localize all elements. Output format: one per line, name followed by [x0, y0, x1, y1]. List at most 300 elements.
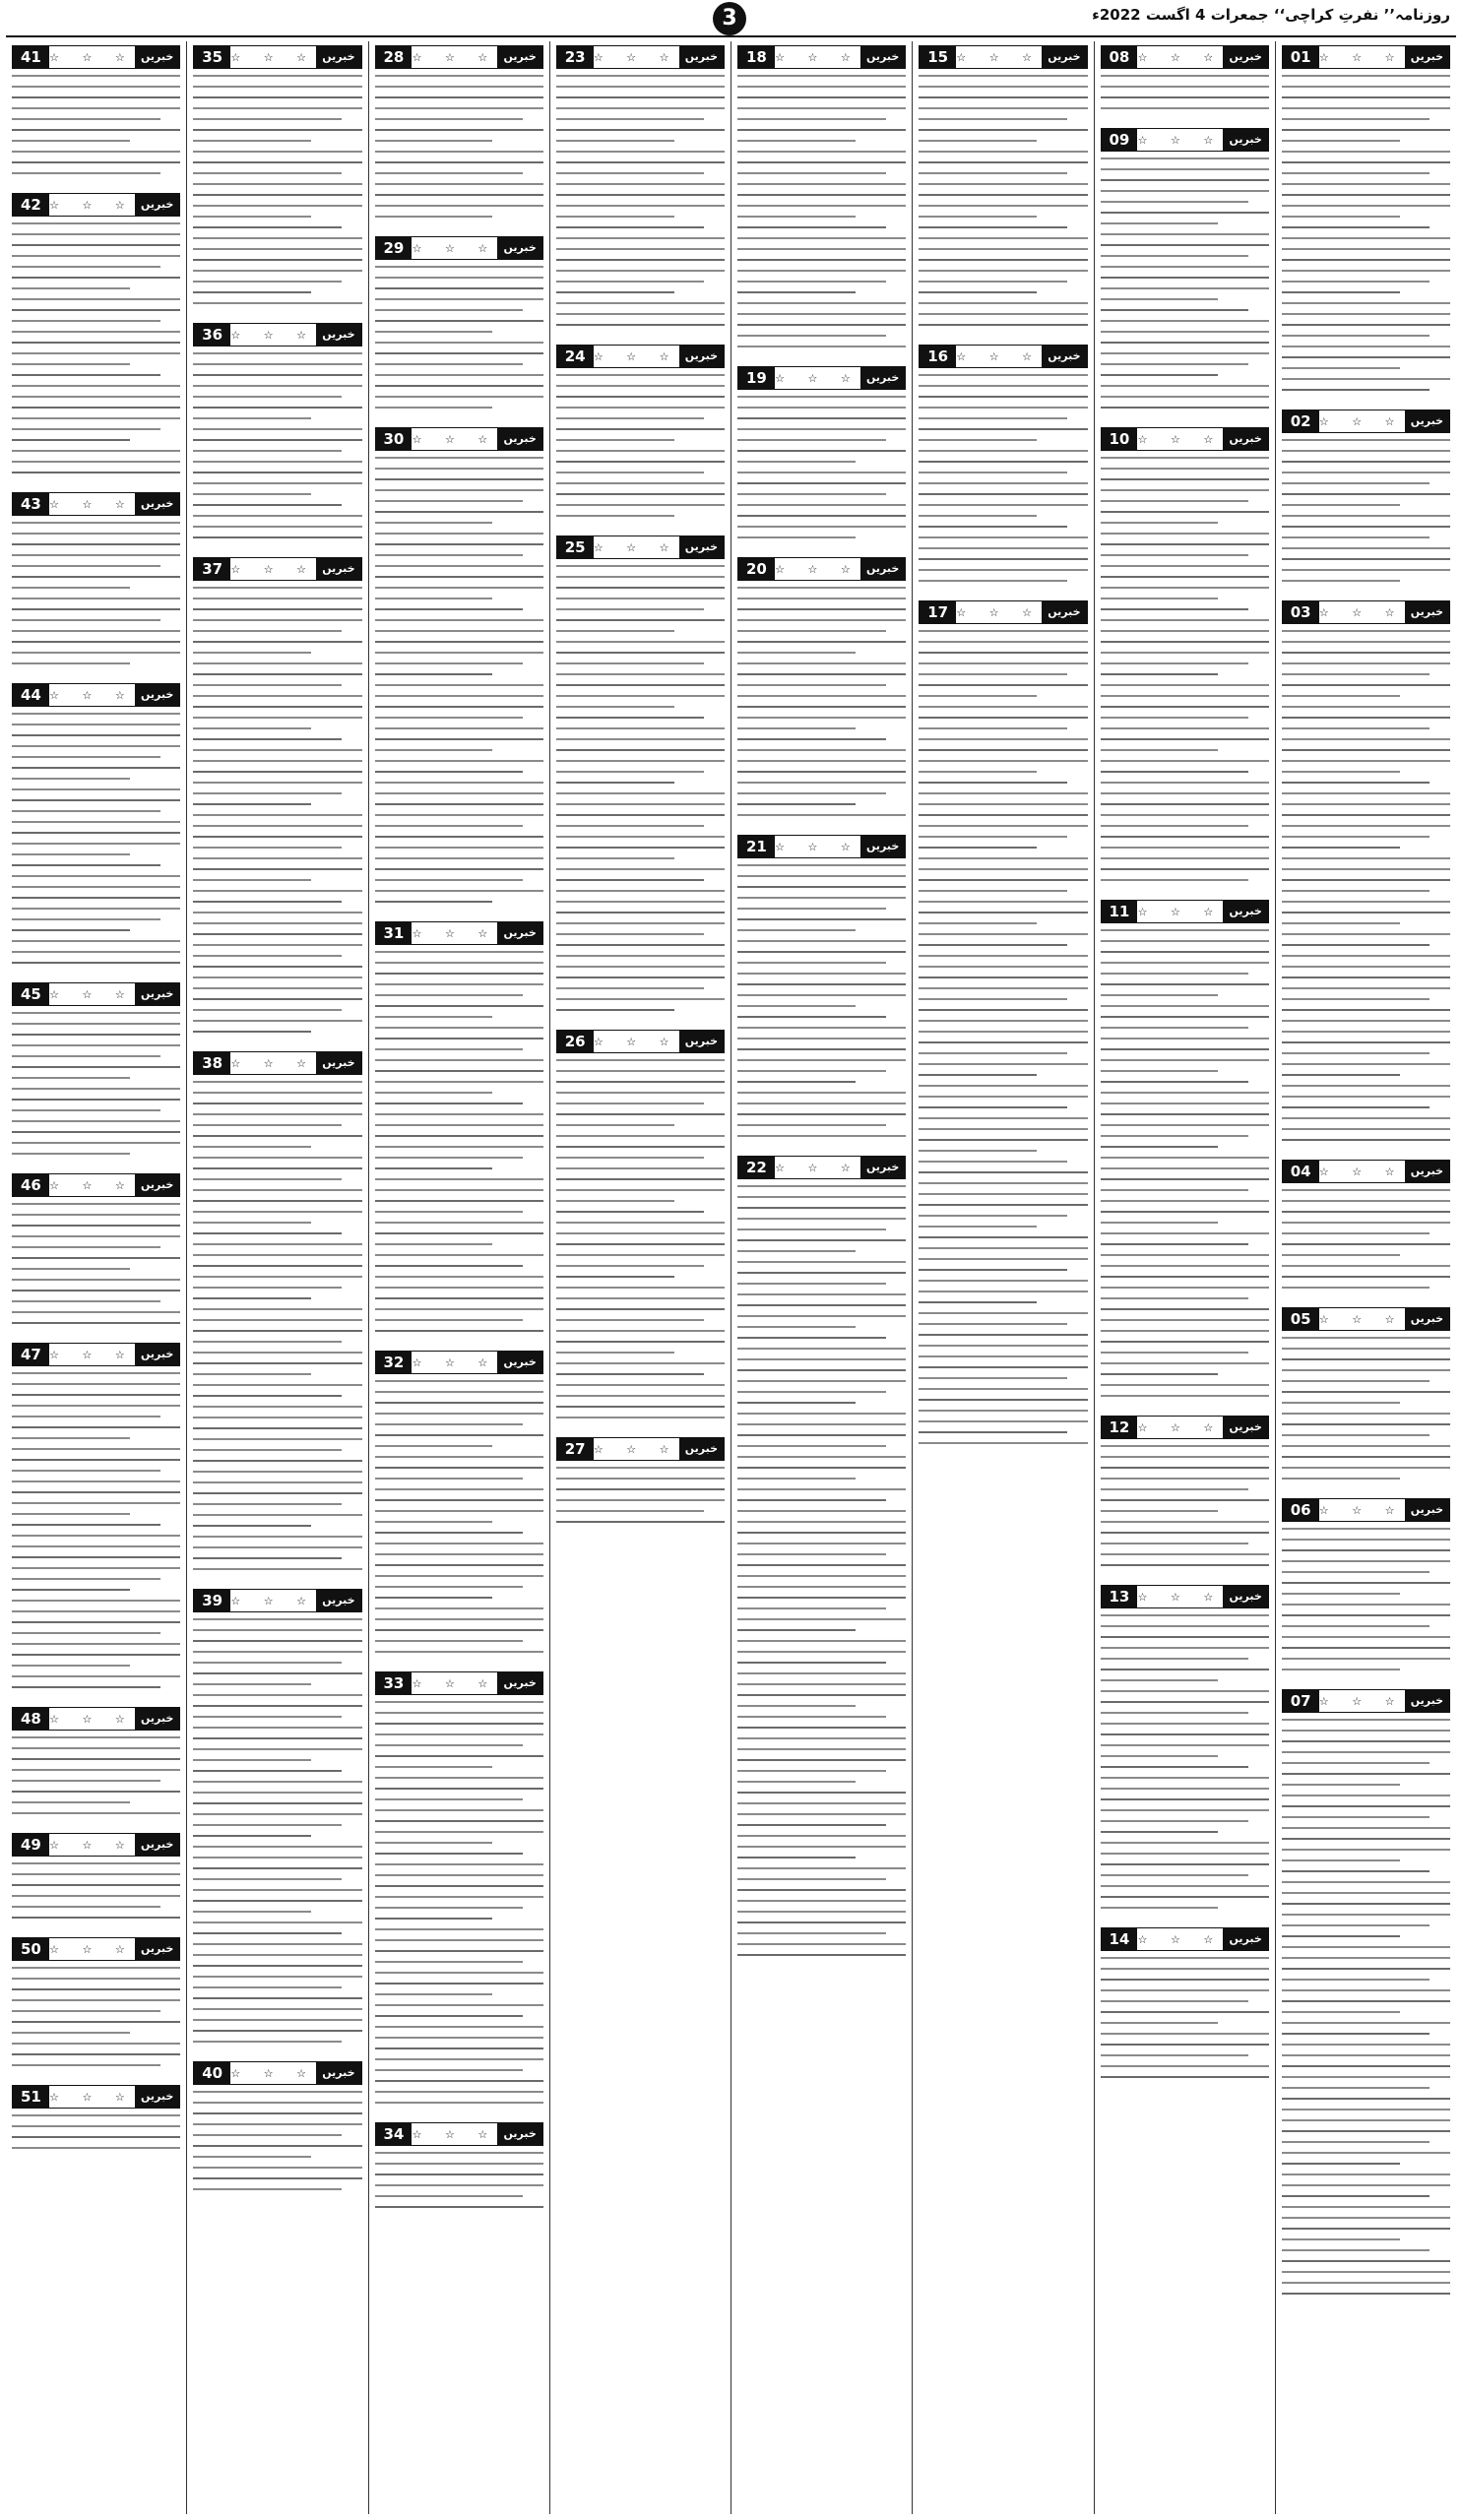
news-item	[193, 1051, 361, 1579]
text-line	[375, 1766, 493, 1768]
news-item-body-text	[12, 713, 180, 973]
text-line	[1282, 558, 1450, 560]
news-item-label: خبریں	[1042, 46, 1086, 68]
text-line	[919, 407, 1087, 409]
star-divider-icon: ☆ ☆ ☆	[956, 50, 1042, 64]
news-item-header	[1101, 427, 1269, 451]
text-line	[193, 955, 342, 957]
text-line	[1282, 717, 1450, 719]
text-line	[919, 803, 1087, 805]
text-line	[375, 1972, 543, 1974]
text-line	[737, 1835, 906, 1837]
star-divider-icon: ☆ ☆ ☆	[412, 2127, 498, 2141]
text-line	[737, 313, 906, 315]
text-line	[1282, 1096, 1450, 1098]
text-line	[375, 1651, 543, 1653]
news-item-label: خبریں	[135, 983, 179, 1005]
text-line	[375, 1798, 524, 1800]
text-line	[919, 461, 1087, 463]
text-line	[12, 407, 180, 409]
text-line	[375, 662, 524, 664]
news-item	[1282, 45, 1450, 400]
text-line	[1282, 2065, 1450, 2067]
text-line	[375, 183, 543, 185]
text-line	[556, 1243, 725, 1245]
text-line	[1101, 75, 1269, 77]
text-line	[193, 1802, 361, 1804]
news-item-label: خبریں	[316, 1590, 360, 1611]
news-item-header	[12, 683, 180, 707]
text-line	[737, 324, 906, 326]
text-line	[12, 875, 180, 877]
text-line	[1282, 1402, 1400, 1404]
text-line	[1101, 1178, 1269, 1180]
text-line	[375, 727, 543, 729]
news-item	[12, 1707, 180, 1823]
text-line	[1282, 302, 1450, 304]
text-line	[737, 302, 906, 304]
text-line	[375, 951, 543, 953]
news-item-body-text	[737, 396, 906, 547]
text-line	[375, 1532, 524, 1534]
star-divider-icon: ☆ ☆ ☆	[1137, 50, 1224, 64]
text-line	[737, 1423, 906, 1425]
text-line	[556, 684, 725, 686]
text-line	[1282, 1478, 1400, 1480]
text-line	[1101, 1456, 1269, 1458]
news-item-number: 04	[1283, 1161, 1319, 1182]
text-line	[919, 749, 1087, 751]
text-line	[193, 1900, 361, 1902]
text-line	[919, 140, 1037, 142]
text-line	[919, 417, 1067, 419]
text-line	[1282, 641, 1450, 643]
text-line	[556, 1200, 674, 1202]
text-line	[556, 313, 725, 315]
text-line	[1101, 533, 1269, 535]
text-line	[1282, 1222, 1450, 1224]
text-line	[193, 792, 342, 794]
text-line	[193, 385, 361, 387]
news-item-body-text	[1282, 75, 1450, 400]
text-line	[375, 533, 543, 535]
text-line	[193, 738, 342, 740]
text-line	[193, 1167, 361, 1169]
text-line	[375, 457, 543, 459]
text-line	[737, 1922, 906, 1923]
text-line	[1282, 1348, 1450, 1350]
star-divider-icon: ☆ ☆ ☆	[230, 328, 316, 342]
text-line	[1101, 1081, 1249, 1083]
text-line	[193, 183, 361, 185]
news-item-number: 44	[13, 684, 49, 706]
text-line	[193, 1911, 311, 1913]
text-line	[193, 803, 311, 805]
text-line	[12, 417, 180, 419]
text-line	[375, 1755, 543, 1757]
text-line	[1282, 1762, 1430, 1764]
text-line	[1101, 1265, 1269, 1267]
text-line	[375, 1809, 543, 1811]
text-line	[12, 1437, 130, 1439]
text-line	[1282, 1968, 1450, 1970]
text-line	[375, 407, 493, 409]
text-line	[193, 417, 311, 419]
news-item-label: خبریں	[1223, 901, 1267, 922]
text-line	[375, 2102, 543, 2104]
text-line	[1101, 1038, 1269, 1040]
news-item-number: 30	[376, 428, 413, 450]
text-line	[1101, 2076, 1269, 2078]
news-item	[375, 921, 543, 1341]
text-line	[737, 1048, 906, 1050]
text-line	[737, 1672, 906, 1674]
text-line	[375, 576, 543, 578]
news-item-body-text	[12, 2114, 180, 2158]
text-line	[1282, 378, 1450, 380]
text-line	[1101, 983, 1269, 985]
text-line	[193, 472, 361, 473]
text-line	[12, 298, 180, 300]
star-divider-icon: ☆ ☆ ☆	[230, 562, 316, 576]
text-line	[1282, 857, 1450, 859]
text-line	[1101, 158, 1269, 159]
news-item	[375, 2122, 543, 2217]
text-line	[737, 717, 906, 719]
news-item-header	[1282, 1307, 1450, 1331]
text-line	[375, 1510, 543, 1512]
text-line	[12, 598, 180, 599]
star-divider-icon: ☆ ☆ ☆	[1318, 1694, 1405, 1708]
text-line	[193, 493, 311, 495]
news-item-label: خبریں	[497, 237, 541, 259]
text-line	[556, 1467, 725, 1469]
text-line	[919, 259, 1087, 261]
text-line	[1101, 717, 1249, 719]
text-line	[556, 912, 725, 914]
news-item-header	[12, 1173, 180, 1197]
text-line	[193, 1460, 361, 1462]
text-line	[193, 825, 361, 827]
text-line	[375, 2037, 543, 2039]
text-line	[919, 1204, 1087, 1206]
text-line	[556, 976, 725, 978]
news-item-label: خبریں	[679, 536, 724, 558]
text-line	[193, 912, 361, 914]
text-line	[193, 630, 342, 632]
text-line	[375, 363, 524, 365]
text-line	[1101, 749, 1219, 751]
text-line	[1101, 706, 1269, 708]
star-divider-icon: ☆ ☆ ☆	[230, 1594, 316, 1607]
news-item	[556, 345, 725, 526]
news-item-body-text	[737, 75, 906, 356]
text-line	[556, 1135, 725, 1137]
text-line	[12, 352, 180, 354]
news-item-body-text	[919, 374, 1087, 591]
text-line	[737, 897, 906, 899]
text-line	[737, 417, 906, 419]
text-line	[1282, 2076, 1450, 2078]
text-line	[375, 1478, 524, 1480]
text-line	[1101, 1957, 1269, 1959]
text-line	[1282, 1924, 1430, 1926]
text-line	[1101, 1092, 1269, 1094]
text-line	[375, 1027, 543, 1029]
text-line	[375, 194, 543, 196]
text-line	[193, 1986, 342, 1988]
text-line	[1282, 515, 1450, 517]
text-line	[12, 472, 180, 473]
text-line	[737, 1005, 856, 1007]
text-line	[12, 745, 180, 747]
text-line	[556, 194, 725, 196]
text-line	[1282, 890, 1430, 892]
news-column	[368, 41, 549, 2514]
news-item-header	[556, 1437, 725, 1461]
news-item	[12, 1173, 180, 1333]
text-line	[556, 847, 725, 849]
text-line	[737, 1878, 886, 1880]
text-line	[375, 1276, 543, 1278]
news-item-header	[375, 2122, 543, 2146]
text-line	[193, 1813, 361, 1815]
text-line	[556, 901, 725, 903]
text-line	[1101, 96, 1269, 98]
text-line	[1282, 118, 1430, 120]
text-line	[556, 1178, 725, 1180]
text-line	[556, 1081, 725, 1083]
text-line	[1101, 374, 1219, 376]
text-line	[556, 302, 725, 304]
text-line	[919, 216, 1037, 218]
news-item-label: خبریں	[1223, 428, 1267, 450]
text-line	[12, 266, 160, 268]
text-line	[375, 652, 543, 654]
text-line	[1282, 1200, 1450, 1202]
text-line	[1101, 1690, 1269, 1692]
text-line	[556, 987, 705, 989]
text-line	[12, 1524, 160, 1526]
text-line	[556, 868, 725, 870]
text-line	[12, 1268, 130, 1270]
text-line	[12, 1747, 180, 1749]
text-line	[1101, 1564, 1269, 1566]
text-line	[1282, 461, 1450, 463]
news-item-number: 31	[376, 922, 413, 944]
text-line	[919, 374, 1087, 376]
news-item-body-text	[556, 374, 725, 526]
text-line	[737, 140, 856, 142]
news-item-label: خبریں	[1042, 346, 1086, 367]
text-line	[375, 1308, 543, 1310]
text-line	[12, 630, 180, 632]
text-line	[1282, 695, 1400, 697]
text-line	[375, 1597, 493, 1599]
text-line	[193, 771, 361, 773]
text-line	[1101, 1200, 1269, 1202]
text-line	[919, 1442, 1087, 1444]
text-line	[556, 1510, 705, 1512]
text-line	[375, 2206, 543, 2208]
text-line	[375, 1874, 543, 1876]
text-line	[1282, 367, 1400, 369]
text-line	[1282, 1636, 1450, 1638]
text-line	[1282, 270, 1450, 272]
text-line	[193, 857, 361, 859]
text-line	[1282, 547, 1450, 549]
text-line	[556, 75, 725, 77]
text-line	[737, 1434, 906, 1436]
text-line	[1282, 2217, 1450, 2219]
text-line	[556, 1157, 705, 1159]
text-line	[12, 1214, 180, 1216]
text-line	[1282, 2249, 1430, 2251]
text-line	[1101, 857, 1269, 859]
text-line	[1101, 598, 1219, 599]
text-line	[737, 1802, 906, 1804]
news-item-body-text	[919, 630, 1087, 1453]
text-line	[375, 205, 543, 207]
news-item	[12, 1343, 180, 1697]
news-item-label: خبریں	[497, 922, 541, 944]
text-line	[919, 868, 1087, 870]
text-line	[375, 1423, 524, 1425]
text-line	[737, 259, 906, 261]
news-item	[737, 835, 906, 1146]
text-line	[12, 2010, 160, 2012]
text-line	[12, 1066, 180, 1068]
text-line	[193, 396, 342, 398]
text-line	[737, 1792, 906, 1794]
text-line	[737, 1445, 886, 1447]
text-line	[193, 2167, 361, 2169]
text-line	[375, 1853, 524, 1855]
news-item	[737, 1156, 906, 1965]
text-line	[737, 1207, 906, 1209]
text-line	[12, 385, 180, 387]
text-line	[919, 107, 1087, 109]
text-line	[1282, 1935, 1400, 1937]
text-line	[375, 1950, 543, 1952]
text-line	[12, 1600, 180, 1602]
text-line	[1282, 976, 1450, 978]
text-line	[919, 1139, 1087, 1141]
text-line	[12, 1235, 180, 1237]
text-line	[1101, 782, 1269, 784]
text-line	[193, 2102, 361, 2104]
news-item-number: 01	[1283, 46, 1319, 68]
text-line	[12, 864, 160, 866]
news-item	[737, 45, 906, 356]
text-line	[193, 1514, 361, 1516]
text-line	[12, 576, 180, 578]
news-item-number: 03	[1283, 601, 1319, 623]
text-line	[919, 662, 1087, 664]
text-line	[737, 962, 886, 964]
text-line	[193, 1243, 361, 1245]
text-line	[193, 504, 342, 506]
text-line	[375, 1701, 543, 1703]
text-line	[1282, 1881, 1450, 1883]
text-line	[737, 205, 906, 207]
news-item	[375, 427, 543, 912]
text-line	[1101, 738, 1269, 740]
text-line	[1101, 363, 1249, 365]
text-line	[1101, 1907, 1219, 1909]
news-item-number: 48	[13, 1708, 49, 1730]
news-item	[1101, 1416, 1269, 1575]
news-item-number: 38	[194, 1052, 230, 1074]
text-line	[919, 684, 1087, 686]
text-line	[1282, 1063, 1450, 1065]
news-item-label: خبریں	[135, 684, 179, 706]
text-line	[1282, 782, 1430, 784]
text-line	[193, 1546, 361, 1548]
text-line	[556, 172, 705, 174]
text-line	[1101, 1712, 1249, 1714]
text-line	[1282, 237, 1450, 239]
text-line	[737, 1348, 906, 1350]
text-line	[556, 825, 705, 827]
text-line	[556, 1265, 705, 1267]
text-line	[1101, 662, 1249, 664]
text-line	[1101, 1467, 1269, 1469]
text-line	[193, 1232, 342, 1234]
news-item-header	[193, 2061, 361, 2085]
news-item-header	[375, 427, 543, 451]
news-item-body-text	[1282, 630, 1450, 1150]
text-line	[1282, 1265, 1450, 1267]
text-line	[375, 1222, 543, 1224]
text-line	[1101, 1384, 1269, 1386]
news-item-number: 08	[1102, 46, 1138, 68]
text-line	[1101, 1373, 1219, 1375]
text-line	[12, 810, 160, 812]
text-line	[1101, 847, 1269, 849]
text-line	[12, 1300, 160, 1302]
text-line	[12, 1917, 180, 1919]
news-item-label: خبریں	[497, 2123, 541, 2145]
text-line	[12, 1322, 180, 1324]
text-line	[1282, 2119, 1450, 2121]
text-line	[375, 565, 543, 567]
text-line	[375, 1232, 543, 1234]
text-line	[12, 2136, 180, 2138]
text-line	[375, 151, 543, 153]
text-line	[556, 86, 725, 88]
text-line	[1101, 951, 1269, 953]
text-line	[737, 918, 906, 920]
text-line	[12, 565, 160, 567]
text-line	[737, 482, 906, 484]
text-line	[12, 1578, 160, 1580]
text-line	[919, 976, 1087, 978]
star-divider-icon: ☆ ☆ ☆	[230, 50, 316, 64]
text-line	[12, 1621, 180, 1623]
text-line	[737, 1521, 906, 1523]
text-line	[737, 1272, 906, 1274]
text-line	[375, 1081, 543, 1083]
news-item-header	[1282, 600, 1450, 624]
text-line	[1282, 291, 1400, 293]
text-line	[919, 673, 1067, 675]
text-line	[375, 695, 543, 697]
news-item-body-text	[1101, 929, 1269, 1406]
text-line	[1282, 727, 1430, 729]
news-item-label: خبریں	[860, 367, 905, 389]
text-line	[1101, 1896, 1269, 1898]
